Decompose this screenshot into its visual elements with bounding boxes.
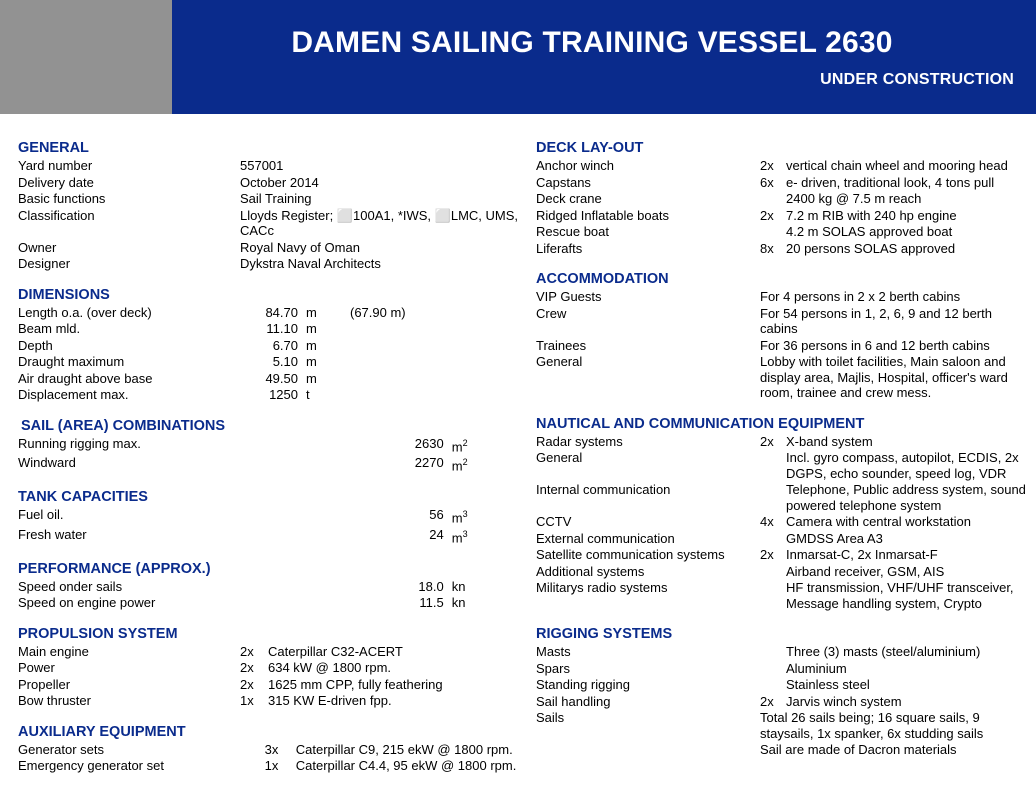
table-row [18, 191, 518, 208]
row-label: Beam mld. [18, 321, 81, 336]
section-title-sail-area: SAIL (AREA) COMBINATIONS [21, 417, 226, 434]
row-label: Additional systems [536, 563, 645, 579]
row-label: Internal communication [536, 482, 671, 497]
row-number: 2270 [414, 455, 444, 471]
table-row [536, 224, 1028, 241]
row-text: 2400 kg @ 7.5 m reach [786, 191, 922, 206]
row-text: Caterpillar C32-ACERT [268, 643, 403, 659]
row-text: Camera with central workstation [786, 514, 971, 529]
row-extra: (67.90 m) [350, 304, 406, 320]
header-grey-block [0, 0, 172, 114]
tank-capacities-table [18, 507, 518, 547]
row-unit: kn [451, 578, 466, 594]
row-label: Classification [18, 207, 95, 223]
row-text: Aluminium [786, 660, 847, 676]
row-label: General [536, 450, 583, 465]
table-row [536, 306, 1028, 338]
table-row [18, 240, 518, 257]
row-label: Rescue boat [536, 224, 609, 239]
table-row [18, 387, 518, 404]
row-label: Windward [18, 455, 76, 471]
row-text: 4.2 m SOLAS approved boat [786, 224, 953, 239]
row-value: October 2014 [240, 174, 319, 190]
row-quantity [760, 450, 786, 482]
table-row [18, 742, 518, 759]
table-row [18, 354, 518, 371]
nautical-table [536, 434, 1028, 613]
sail-area-table [18, 436, 518, 476]
row-label: Sails [536, 710, 565, 725]
row-label: Yard number [18, 158, 93, 173]
row-value: Sail Training [240, 191, 312, 206]
section-title-propulsion: PROPULSION SYSTEM [18, 625, 178, 642]
table-row [536, 241, 1028, 258]
row-number: 2630 [414, 435, 444, 451]
spacer [18, 404, 518, 418]
row-quantity: 2x [760, 158, 774, 173]
section-rigging [536, 626, 1028, 759]
row-unit: $m^2$ [451, 457, 468, 474]
table-row [18, 436, 518, 456]
row-label: Radar systems [536, 433, 623, 449]
row-label: Fresh water [18, 526, 87, 542]
row-text: 20 persons SOLAS approved [786, 240, 956, 256]
row-quantity: 2x [760, 433, 774, 449]
dimensions-table [18, 305, 518, 404]
row-number: 5.10 [272, 354, 298, 369]
row-quantity [760, 677, 786, 694]
row-label: Basic functions [18, 191, 106, 206]
row-label: Delivery date [18, 174, 94, 190]
table-row [536, 564, 1028, 581]
spacer [18, 710, 518, 724]
row-quantity [760, 224, 786, 241]
row-label: Spars [536, 660, 570, 676]
row-text: e- driven, traditional look, 4 tons pull [786, 174, 995, 190]
table-row [18, 693, 518, 710]
table-row [18, 455, 518, 475]
table-row [18, 321, 518, 338]
row-extra [350, 354, 518, 371]
row-label: Propeller [18, 676, 71, 692]
page-header [0, 0, 1036, 114]
row-label: Fuel oil. [18, 507, 64, 523]
table-row [536, 644, 1028, 661]
table-row [536, 289, 1028, 306]
row-text: Caterpillar C9, 215 ekW @ 1800 rpm. [295, 741, 513, 757]
table-row [18, 579, 518, 596]
propulsion-table [18, 644, 518, 710]
row-value: 557001 [240, 158, 284, 173]
table-row [18, 371, 518, 388]
row-quantity [760, 482, 786, 514]
right-column [536, 140, 1028, 759]
row-label: VIP Guests [536, 289, 602, 304]
table-row [18, 660, 518, 677]
row-quantity [760, 564, 786, 581]
row-label: CCTV [536, 514, 572, 529]
row-quantity: 2x [760, 547, 774, 562]
table-row [18, 208, 518, 240]
spacer [18, 475, 518, 489]
section-title-tank-capacities: TANK CAPACITIES [18, 489, 148, 506]
left-column [18, 140, 518, 775]
row-label: General [536, 354, 583, 369]
row-unit: $m^3$ [451, 528, 468, 546]
row-extra [350, 321, 518, 338]
row-number: 11.10 [266, 321, 298, 336]
row-text: Stainless steel [786, 677, 870, 692]
row-label: Power [18, 660, 55, 676]
row-text: For 36 persons in 6 and 12 berth cabins [760, 337, 990, 353]
rigging-table [536, 644, 1028, 759]
row-text: Lobby with toilet facilities, Main saloon and display area, Majlis, Hospital, officer's ward room, trainee and crew mess. [760, 354, 1008, 400]
row-unit: kn [451, 595, 466, 611]
table-row [536, 547, 1028, 564]
section-title-nautical: NAUTICAL AND COMMUNICATION EQUIPMENT [536, 415, 865, 432]
row-quantity: 3x [264, 741, 279, 757]
section-sail-area [18, 418, 518, 476]
table-row [18, 256, 518, 273]
row-label [536, 742, 760, 759]
row-unit: t [306, 387, 310, 402]
row-label: Designer [18, 256, 71, 271]
section-dimensions [18, 287, 518, 404]
row-number: 11.5 [419, 595, 444, 611]
row-label: Trainees [536, 337, 587, 353]
row-quantity: 6x [760, 174, 774, 190]
table-row [536, 710, 1028, 742]
row-unit: $m^3$ [451, 509, 468, 526]
row-label: Bow thruster [18, 693, 91, 709]
row-label: Air draught above base [18, 370, 153, 386]
section-deck-layout [536, 140, 1028, 257]
row-quantity [760, 661, 786, 678]
section-accommodation [536, 271, 1028, 402]
row-number: 24 [429, 526, 444, 542]
row-unit: m [306, 304, 317, 320]
row-quantity: 2x [240, 660, 254, 676]
row-label: Running rigging max. [18, 435, 141, 451]
row-text: 634 kW @ 1800 rpm. [268, 660, 392, 676]
row-label: Generator sets [18, 741, 104, 757]
row-label: Emergency generator set [18, 758, 164, 774]
row-text: Inmarsat-C, 2x Inmarsat-F [786, 547, 938, 562]
auxiliary-table [18, 742, 518, 775]
table-row [18, 507, 518, 527]
row-text: Incl. gyro compass, autopilot, ECDIS, 2x DGPS, echo sounder, speed log, VDR [786, 450, 1019, 481]
row-text: Three (3) masts (steel/aluminium) [786, 644, 981, 659]
table-row [536, 208, 1028, 225]
row-number: 84.70 [265, 304, 298, 320]
table-row [536, 175, 1028, 192]
accommodation-table [536, 289, 1028, 402]
page-subtitle: UNDER CONSTRUCTION [820, 71, 1014, 88]
row-value: Lloyds Register; ⬜100A1, *IWS, ⬜LMC, UMS, CACc [240, 207, 519, 238]
spacer [536, 612, 1028, 626]
row-text: vertical chain wheel and mooring head [786, 158, 1008, 173]
section-general [18, 140, 518, 273]
row-label: Masts [536, 644, 571, 659]
spacer [18, 273, 518, 287]
table-row [536, 514, 1028, 531]
table-row [536, 742, 1028, 759]
row-extra [350, 338, 518, 355]
row-label: Sail handling [536, 693, 611, 709]
row-label: Satellite communication systems [536, 547, 725, 562]
row-number: 49.50 [265, 370, 298, 386]
table-row [18, 644, 518, 661]
section-nautical [536, 416, 1028, 613]
table-row [536, 694, 1028, 711]
section-propulsion [18, 626, 518, 710]
table-row [18, 527, 518, 547]
row-text: 7.2 m RIB with 240 hp engine [786, 207, 957, 223]
row-label: External communication [536, 530, 675, 546]
deck-layout-table [536, 158, 1028, 257]
row-text: For 54 persons in 1, 2, 6, 9 and 12 berth cabins [760, 305, 992, 336]
row-number: 1250 [269, 387, 298, 402]
row-unit: m [306, 337, 317, 353]
row-text: 315 KW E-driven fpp. [268, 693, 392, 709]
row-quantity [760, 191, 786, 208]
row-label: Speed on engine power [18, 595, 156, 611]
row-label: Standing rigging [536, 677, 630, 692]
row-label: Liferafts [536, 240, 583, 256]
unit-exponent: 3 [462, 528, 468, 539]
row-quantity: 1x [264, 758, 279, 774]
row-text: For 4 persons in 2 x 2 berth cabins [760, 289, 961, 304]
row-text: X-band system [786, 433, 873, 449]
row-number: 6.70 [272, 337, 298, 353]
section-auxiliary [18, 724, 518, 775]
row-text: Sail are made of Dacron materials [760, 742, 957, 757]
row-label: Length o.a. (over deck) [18, 304, 152, 320]
table-row [536, 354, 1028, 402]
table-row [536, 661, 1028, 678]
row-quantity: 4x [760, 514, 774, 529]
row-text: Total 26 sails being; 16 square sails, 9 staysails, 1x spanker, 6x studding sails [760, 710, 984, 741]
row-label: Depth [18, 337, 53, 353]
row-value: Dykstra Naval Architects [240, 256, 381, 271]
row-quantity [760, 531, 786, 548]
table-row [18, 595, 518, 612]
row-label: Ridged Inflatable boats [536, 207, 669, 223]
row-number: 56 [429, 507, 444, 523]
section-title-general: GENERAL [18, 140, 89, 156]
section-title-accommodation: ACCOMMODATION [536, 271, 669, 287]
table-row [536, 191, 1028, 208]
section-title-dimensions: DIMENSIONS [18, 286, 110, 303]
row-label: Crew [536, 305, 567, 321]
section-title-auxiliary: AUXILIARY EQUIPMENT [18, 723, 186, 740]
row-quantity: 1x [240, 693, 254, 709]
table-row [18, 175, 518, 192]
row-number: 18.0 [418, 578, 444, 594]
row-text: 1625 mm CPP, fully feathering [268, 676, 443, 692]
row-label: Anchor winch [536, 158, 615, 173]
section-tank-capacities [18, 489, 518, 547]
row-value: Royal Navy of Oman [240, 239, 360, 255]
spacer [18, 612, 518, 626]
row-quantity: 2x [240, 676, 254, 692]
row-text: GMDSS Area A3 [786, 530, 883, 546]
row-text: Caterpillar C4.4, 95 ekW @ 1800 rpm. [295, 758, 517, 774]
unit-exponent: 3 [462, 509, 468, 520]
row-label: Displacement max. [18, 387, 129, 402]
row-unit: $m^2$ [451, 437, 468, 454]
row-quantity: 8x [760, 240, 774, 256]
row-label: Main engine [18, 643, 89, 659]
row-label: Owner [18, 239, 57, 255]
row-label: Draught maximum [18, 354, 125, 369]
table-row [536, 580, 1028, 612]
table-row [18, 758, 518, 775]
row-quantity: 2x [240, 643, 254, 659]
row-label: Deck crane [536, 191, 602, 206]
row-unit: m [306, 321, 317, 336]
table-row [536, 482, 1028, 514]
row-quantity: 2x [760, 693, 774, 709]
unit-exponent: 2 [462, 437, 468, 448]
row-text: Telephone, Public address system, sound powered telephone system [786, 482, 1026, 513]
section-performance [18, 561, 518, 612]
spacer [18, 547, 518, 561]
row-unit: m [306, 370, 317, 386]
row-text: HF transmission, VHF/UHF transceiver, Message handling system, Crypto [786, 580, 1014, 611]
spacer [536, 257, 1028, 271]
page-title: DAMEN SAILING TRAINING VESSEL 2630 [291, 26, 893, 59]
table-row [536, 531, 1028, 548]
table-row [18, 338, 518, 355]
row-label: Capstans [536, 174, 591, 190]
row-extra [350, 371, 518, 388]
unit-exponent: 2 [462, 457, 468, 468]
section-title-deck-layout: DECK LAY-OUT [536, 140, 644, 156]
row-label: Militarys radio systems [536, 580, 668, 595]
table-row [536, 450, 1028, 482]
spacer [536, 402, 1028, 416]
row-label: Speed onder sails [18, 578, 123, 594]
table-row [536, 338, 1028, 355]
row-text: Jarvis winch system [786, 693, 902, 709]
table-row [536, 158, 1028, 175]
section-title-performance: PERFORMANCE (APPROX.) [18, 560, 211, 577]
table-row [536, 677, 1028, 694]
table-row [536, 434, 1028, 451]
row-quantity: 2x [760, 207, 774, 223]
table-row [18, 677, 518, 694]
row-quantity [760, 644, 786, 661]
general-table [18, 158, 518, 273]
row-extra [350, 387, 518, 404]
table-row [18, 305, 518, 322]
performance-table [18, 579, 518, 612]
row-quantity [760, 580, 786, 612]
section-title-rigging: RIGGING SYSTEMS [536, 626, 673, 642]
table-row [18, 158, 518, 175]
row-text: Airband receiver, GSM, AIS [786, 563, 945, 579]
row-unit: m [306, 354, 317, 369]
